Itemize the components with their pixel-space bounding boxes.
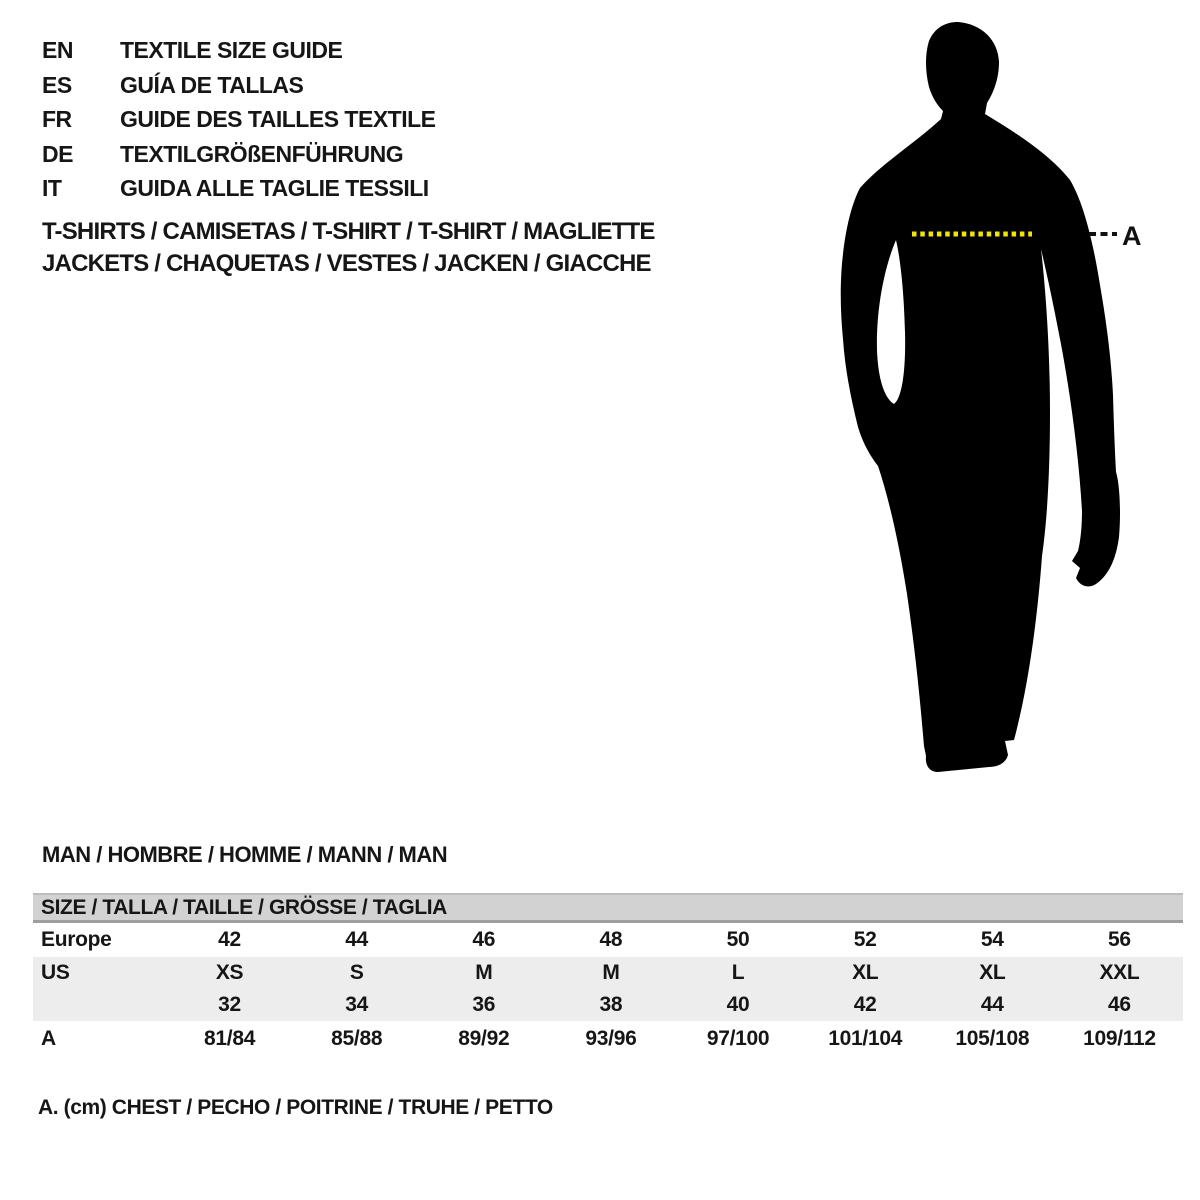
table-cell: 52: [853, 928, 877, 951]
table-cell: 42: [853, 993, 877, 1016]
table-cell: 36: [472, 993, 496, 1016]
table-cell: 46: [472, 928, 496, 951]
size-table: [33, 893, 1183, 1057]
list-item: [42, 33, 436, 68]
table-cell: 42: [218, 928, 241, 951]
category-line-jackets: JACKETS / CHAQUETAS / VESTES / JACKEN / GIACCHE: [42, 250, 651, 277]
table-cell: 38: [599, 993, 623, 1016]
table-cell: M: [602, 961, 620, 984]
language-code: EN: [42, 37, 73, 63]
list-item: [42, 171, 436, 206]
table-cell: XS: [215, 961, 244, 984]
guide-title: TEXTILGRÖßENFÜHRUNG: [120, 140, 404, 167]
language-code: DE: [42, 140, 73, 167]
list-item: [42, 68, 436, 103]
table-cell: 97/100: [706, 1027, 770, 1050]
table-cell: 54: [980, 928, 1004, 951]
gender-heading: MAN / HOMBRE / HOMME / MANN / MAN: [42, 842, 448, 867]
table-cell: 44: [345, 928, 369, 951]
table-row-europe: [33, 923, 1183, 957]
table-cell: 93/96: [585, 1027, 637, 1050]
table-cell: 85/88: [331, 1027, 383, 1050]
table-cell: 101/104: [828, 1027, 903, 1050]
list-item: [42, 102, 436, 137]
table-row-us: [33, 957, 1183, 989]
man-silhouette: [841, 22, 1120, 772]
table-cell: M: [475, 961, 493, 984]
table-cell: XXL: [1099, 961, 1140, 984]
guide-title: GUIDE DES TAILLES TEXTILE: [120, 106, 436, 133]
table-cell: 105/108: [955, 1027, 1030, 1050]
garment-categories: [42, 216, 655, 280]
table-cell: XL: [979, 961, 1006, 984]
category-line-tshirts: T-SHIRTS / CAMISETAS / T-SHIRT / T-SHIRT / MAGLIETTE: [42, 218, 655, 245]
table-cell: 81/84: [204, 1027, 256, 1050]
size-table-header: SIZE / TALLA / TAILLE / GRÖSSE / TAGLIA: [33, 893, 1183, 923]
table-cell: 46: [1108, 993, 1131, 1016]
guide-title: GUÍA DE TALLAS: [120, 71, 304, 98]
table-cell: 32: [218, 993, 241, 1016]
row-label: A: [41, 1027, 56, 1050]
measurement-footnote: A. (cm) CHEST / PECHO / POITRINE / TRUHE / PETTO: [38, 1096, 553, 1119]
measurement-marker-label: A: [1122, 221, 1142, 251]
table-cell: S: [349, 961, 364, 984]
language-title-list: [42, 33, 436, 206]
table-cell: L: [731, 961, 745, 984]
table-cell: 109/112: [1083, 1027, 1156, 1050]
table-cell: 56: [1108, 928, 1131, 951]
language-code: FR: [42, 106, 72, 133]
table-cell: 34: [345, 993, 369, 1016]
guide-title: TEXTILE SIZE GUIDE: [120, 37, 343, 63]
table-cell: 48: [599, 928, 623, 951]
row-label: Europe: [41, 928, 112, 951]
man-silhouette-figure: [818, 14, 1152, 780]
table-cell: 44: [980, 993, 1004, 1016]
table-cell: 40: [726, 993, 750, 1016]
table-row-numeric: [33, 989, 1183, 1021]
table-cell: 89/92: [458, 1027, 510, 1050]
guide-title: GUIDA ALLE TAGLIE TESSILI: [120, 175, 429, 202]
table-cell: 50: [726, 928, 750, 951]
table-cell: XL: [852, 961, 879, 984]
row-label: US: [41, 961, 70, 984]
language-code: IT: [42, 175, 62, 202]
table-row-chest: [33, 1021, 1183, 1057]
list-item: [42, 137, 436, 172]
language-code: ES: [42, 71, 72, 98]
